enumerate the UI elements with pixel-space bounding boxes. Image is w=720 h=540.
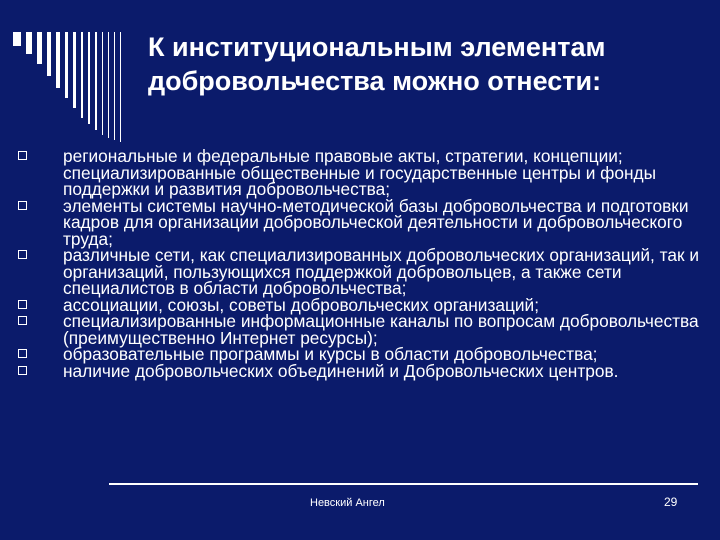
- title-line-2: добровольчества можно отнести:: [148, 66, 602, 96]
- square-bullet-icon: [18, 250, 27, 259]
- stripe: [26, 32, 32, 54]
- list-item-text: образовательные программы и курсы в области добровольчества;: [63, 344, 598, 364]
- square-bullet-icon: [18, 201, 27, 210]
- decorative-stripes: [13, 32, 133, 142]
- list-item: [18, 360, 708, 381]
- square-bullet-icon: [18, 151, 27, 160]
- stripe: [81, 32, 83, 118]
- list-item-text: ассоциации, союзы, советы добровольческих организаций;: [63, 294, 539, 315]
- list-item: [18, 148, 708, 198]
- bullet-list: [18, 148, 708, 379]
- slide-title: [148, 30, 688, 98]
- list-item-text: элементы системы научно-методической базы добровольчества и подготовки кадров для организации добровольческой деятельности и добровольческого труда;: [63, 195, 689, 249]
- list-item-text: специализированные информационные каналы по вопросам добровольчества (преимущественно Интернет ресурсы);: [63, 311, 699, 348]
- title-line-1: К институциональным элементам: [148, 32, 606, 62]
- square-bullet-icon: [18, 316, 27, 325]
- list-item-text: различные сети, как специализированных добровольческих организаций, так и организаций, пользующихся поддержкой добровольцев, а также сети специалистов в области добровольчества;: [63, 245, 700, 298]
- stripe: [73, 32, 76, 108]
- square-bullet-icon: [18, 366, 27, 375]
- list-item: [18, 195, 708, 249]
- stripe: [95, 32, 97, 130]
- stripe: [13, 32, 21, 46]
- footer-author: Невский Ангел: [310, 497, 385, 509]
- square-bullet-icon: [18, 349, 27, 358]
- list-item: [18, 313, 708, 346]
- stripe: [56, 32, 60, 88]
- stripe: [65, 32, 68, 98]
- list-item-text: региональные и федеральные правовые акты, стратегии, концепции; специализированные общественные и государственные центры и фонды поддержки и развития добровольчества;: [63, 146, 657, 199]
- stripe: [102, 32, 103, 135]
- list-item-text: наличие добровольческих объединений и Добровольческих центров.: [63, 360, 619, 381]
- stripe: [47, 32, 51, 76]
- stripe: [114, 32, 115, 140]
- footer-divider: [109, 483, 698, 485]
- stripe: [108, 32, 109, 138]
- stripe: [120, 32, 121, 142]
- stripe: [88, 32, 90, 124]
- page-number: 29: [664, 495, 678, 509]
- list-item: [18, 247, 708, 297]
- square-bullet-icon: [18, 300, 27, 309]
- stripe: [37, 32, 42, 64]
